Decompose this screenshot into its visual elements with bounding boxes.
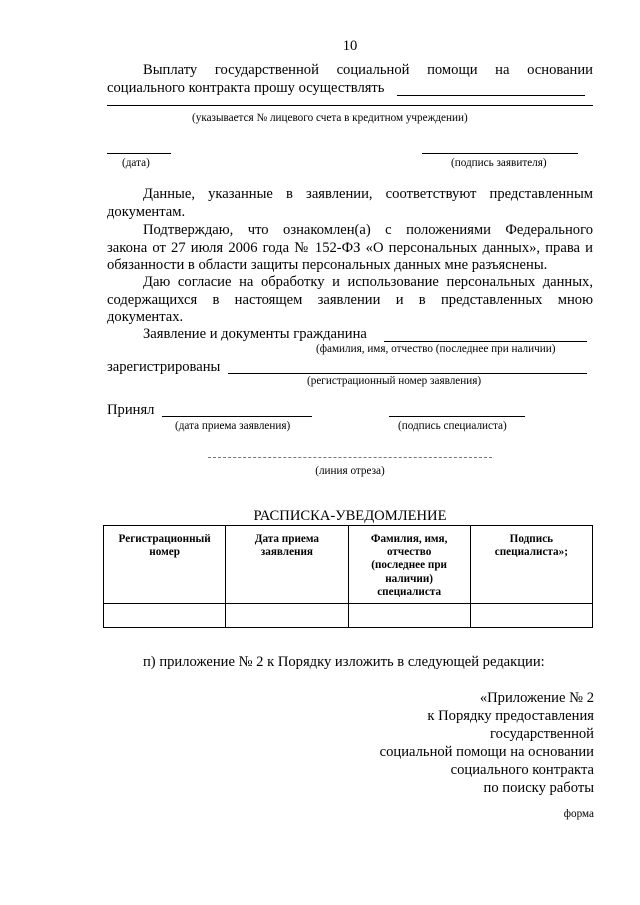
declaration-1-line-2: документам. (107, 204, 186, 220)
registration-number-line[interactable] (228, 373, 587, 374)
receipt-table (103, 525, 593, 628)
appendix-line-2: к Порядку предоставления (427, 708, 594, 724)
acceptance-date-line[interactable] (162, 416, 312, 417)
cell-specialist-signature[interactable] (470, 604, 592, 628)
declaration-2-line-2: закона от 27 июля 2006 года № 152-ФЗ «О персональных данных», права и (107, 240, 593, 256)
declaration-3-line-2: содержащихся в настоящем заявлении и в представленных мною (107, 292, 593, 308)
cell-registration-number[interactable] (104, 604, 226, 628)
applicant-signature-label: (подпись заявителя) (451, 157, 547, 169)
amendment-text: п) приложение № 2 к Порядку изложить в следующей редакции: (143, 654, 545, 670)
registration-number-hint: (регистрационный номер заявления) (307, 375, 482, 387)
receipt-data-row (104, 604, 593, 628)
registration-line-2: зарегистрированы (107, 359, 221, 375)
receipt-header-row (104, 526, 593, 604)
accepted-label: Принял (107, 402, 155, 418)
appendix-line-5: социального контракта (450, 762, 594, 778)
citizen-name-hint: (фамилия, имя, отчество (последнее при наличии) (316, 343, 556, 355)
cell-acceptance-date[interactable] (226, 604, 348, 628)
cut-line (208, 457, 492, 458)
account-field-line[interactable] (107, 105, 593, 106)
appendix-line-6: по поиску работы (483, 780, 594, 796)
header-registration-number: Регистрационный номер (104, 526, 226, 604)
header-specialist-name: Фамилия, имя, отчество (последнее при наличии) специалиста (348, 526, 470, 604)
declaration-1-line-1: Данные, указанные в заявлении, соответствуют представленным (143, 186, 593, 202)
header-acceptance-date: Дата приема заявления (226, 526, 348, 604)
cell-specialist-name[interactable] (348, 604, 470, 628)
registration-line-1: Заявление и документы гражданина (143, 326, 367, 342)
account-field-line-short[interactable] (397, 95, 585, 96)
payment-line-1: Выплату государственной социальной помощи на основании (143, 62, 593, 78)
declaration-2-line-1: Подтверждаю, что ознакомлен(а) с положениями Федерального (143, 222, 593, 238)
account-hint: (указывается № лицевого счета в кредитном учреждении) (192, 112, 468, 124)
applicant-signature-line[interactable] (422, 153, 578, 154)
declaration-2-line-3: обязанности в области защиты персональных данных мне разъяснены. (107, 257, 548, 273)
declaration-3-line-1: Даю согласие на обработку и использование персональных данных, (143, 274, 593, 290)
appendix-line-4: социальной помощи на основании (379, 744, 594, 760)
specialist-signature-line[interactable] (389, 416, 525, 417)
header-specialist-signature: Подпись специалиста»; (470, 526, 592, 604)
payment-line-2: социального контракта прошу осуществлять (107, 80, 385, 96)
date-label: (дата) (122, 157, 150, 169)
acceptance-date-hint: (дата приема заявления) (175, 420, 291, 432)
form-label: форма (563, 808, 594, 820)
citizen-name-line[interactable] (384, 341, 587, 342)
declaration-3-line-3: документах. (107, 309, 184, 325)
date-field-line[interactable] (107, 153, 171, 154)
appendix-line-1: «Приложение № 2 (479, 690, 594, 706)
appendix-line-3: государственной (489, 726, 594, 742)
cut-line-label: (линия отреза) (315, 465, 385, 477)
page-number: 10 (342, 38, 358, 54)
specialist-signature-hint: (подпись специалиста) (398, 420, 507, 432)
receipt-title: РАСПИСКА-УВЕДОМЛЕНИЕ (253, 508, 447, 524)
